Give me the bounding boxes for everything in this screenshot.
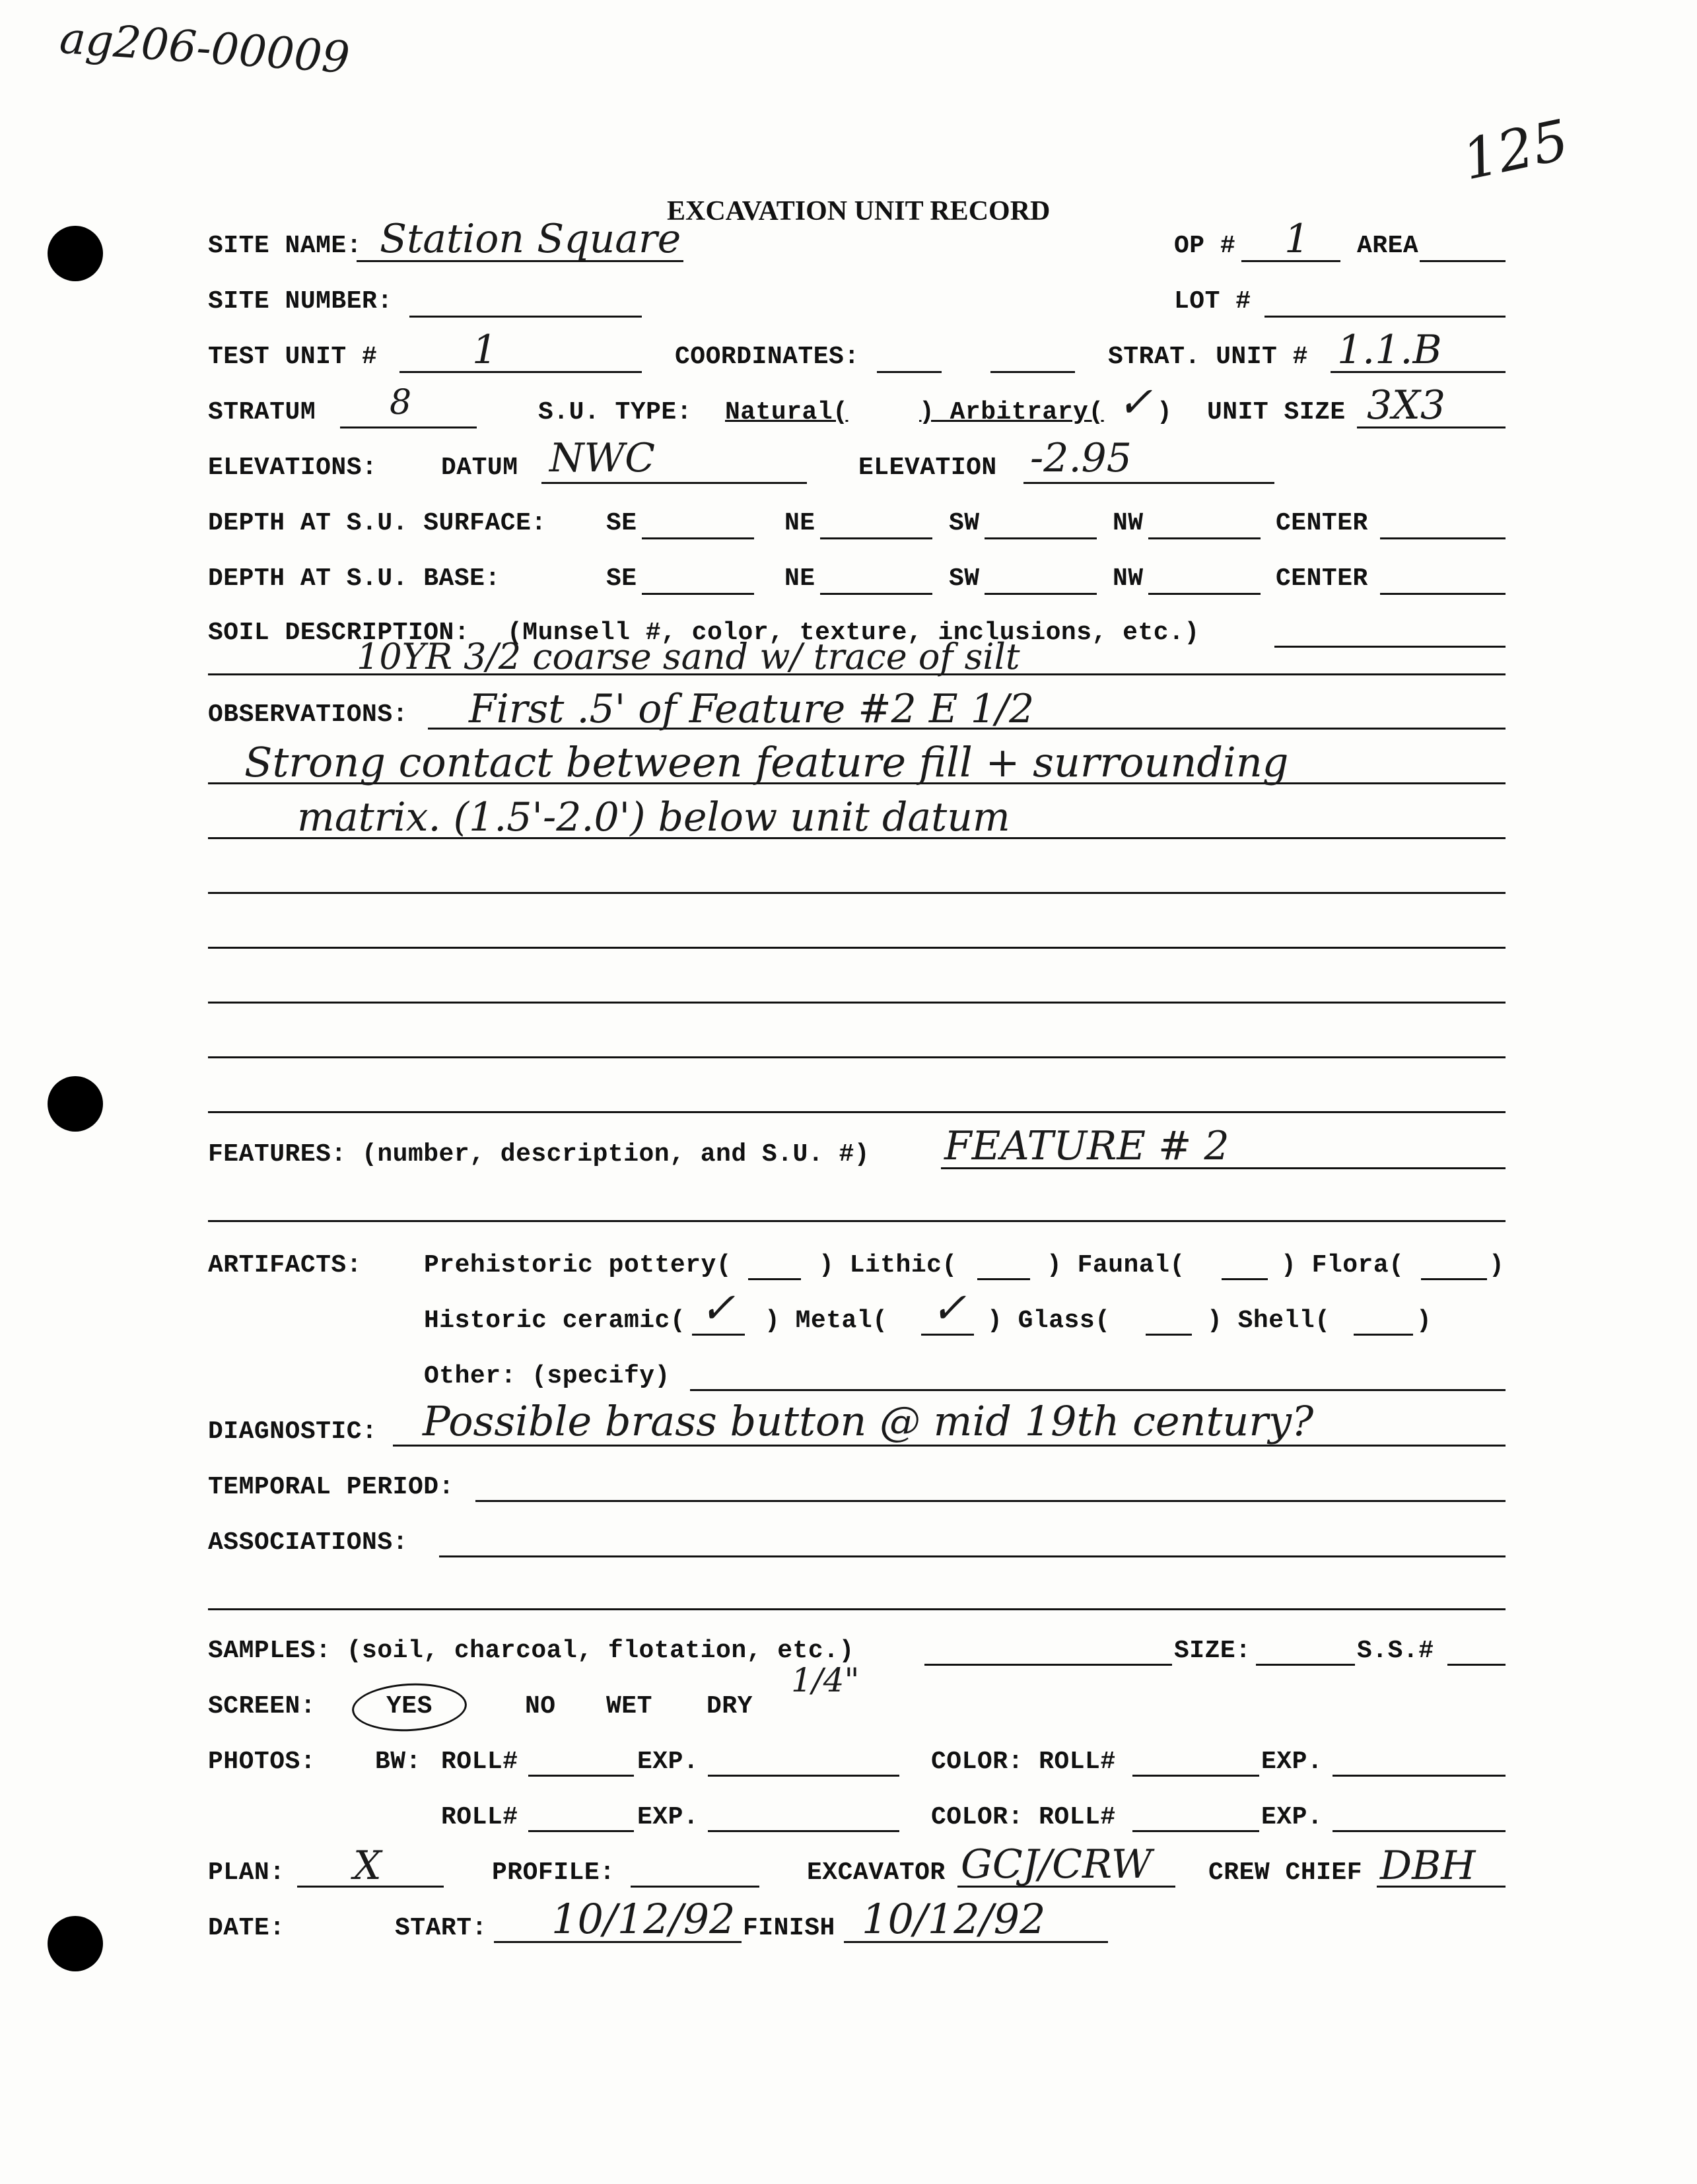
observations-field-7[interactable] xyxy=(208,1056,1506,1058)
other-field[interactable] xyxy=(690,1389,1506,1391)
other-label: Other: (specify) xyxy=(424,1362,670,1390)
lithic-field[interactable] xyxy=(977,1278,1030,1280)
historic-ceramic-check: ✓ xyxy=(700,1284,736,1333)
metal-label: ) Metal( xyxy=(765,1307,888,1335)
photos-color-roll-label: COLOR: ROLL# xyxy=(931,1748,1116,1776)
shell-close: ) xyxy=(1416,1307,1432,1335)
site-name-label: SITE NAME: xyxy=(208,232,363,260)
screen-no-option[interactable]: NO xyxy=(525,1692,556,1721)
screen-yes-option[interactable]: YES xyxy=(386,1692,433,1721)
unit-size-label: UNIT SIZE xyxy=(1207,398,1346,427)
observations-field-5[interactable] xyxy=(208,947,1506,949)
photos-color-exp-label: EXP. xyxy=(1261,1748,1323,1776)
depth-surface-sw-label: SW xyxy=(949,509,980,537)
depth-surface-ne-field[interactable] xyxy=(820,537,932,539)
area-field[interactable] xyxy=(1420,260,1506,262)
su-type-label: S.U. TYPE: xyxy=(538,398,693,427)
temporal-period-field[interactable] xyxy=(475,1500,1506,1502)
coordinates-label: COORDINATES: xyxy=(675,343,860,371)
photos-color-roll2-field[interactable] xyxy=(1132,1830,1259,1832)
depth-surface-sw-field[interactable] xyxy=(985,537,1097,539)
test-unit-field[interactable] xyxy=(399,371,642,373)
finish-label: FINISH xyxy=(743,1914,835,1942)
page-number: 125 xyxy=(1457,107,1574,193)
photos-bw-roll-label: ROLL# xyxy=(441,1748,518,1776)
artifacts-label: ARTIFACTS: xyxy=(208,1251,363,1280)
photos-color-roll2-label: COLOR: ROLL# xyxy=(931,1803,1116,1831)
shell-label: ) Shell( xyxy=(1207,1307,1331,1335)
profile-label: PROFILE: xyxy=(492,1859,615,1887)
temporal-period-label: TEMPORAL PERIOD: xyxy=(208,1473,454,1501)
diagnostic-label: DIAGNOSTIC: xyxy=(208,1417,378,1446)
depth-base-se-label: SE xyxy=(606,564,637,593)
unit-size-value: 3X3 xyxy=(1367,382,1446,428)
profile-field[interactable] xyxy=(631,1886,759,1888)
diagnostic-value: Possible brass button @ mid 19th century? xyxy=(423,1397,1314,1445)
excavator-value: GCJ/CRW xyxy=(961,1841,1152,1888)
test-unit-value: 1 xyxy=(472,327,498,373)
size-field[interactable] xyxy=(1256,1664,1355,1666)
observations-field-4[interactable] xyxy=(208,892,1506,894)
binder-hole-bottom xyxy=(48,1916,103,1971)
depth-base-sw-field[interactable] xyxy=(985,593,1097,595)
site-name-value: Station Square xyxy=(380,216,681,262)
datum-label: DATUM xyxy=(441,454,518,482)
elevation-label: ELEVATION xyxy=(858,454,997,482)
elevation-field[interactable] xyxy=(1023,482,1274,484)
depth-base-ne-field[interactable] xyxy=(820,593,932,595)
photos-bw-label: BW: xyxy=(375,1748,421,1776)
prehistoric-pottery-field[interactable] xyxy=(748,1278,801,1280)
photos-bw-exp-field[interactable] xyxy=(708,1775,899,1777)
arbitrary-option[interactable]: ) Arbitrary( xyxy=(919,398,1104,427)
lot-field[interactable] xyxy=(1264,316,1506,318)
features-label: FEATURES: (number, description, and S.U. #) xyxy=(208,1140,870,1169)
strat-unit-label: STRAT. UNIT # xyxy=(1108,343,1308,371)
start-label: START: xyxy=(395,1914,487,1942)
photos-exp2-field[interactable] xyxy=(708,1830,899,1832)
crew-chief-value: DBH xyxy=(1380,1843,1476,1889)
ss-label: S.S.# xyxy=(1357,1637,1434,1665)
lithic-label: ) Lithic( xyxy=(819,1251,957,1280)
photos-roll2-field[interactable] xyxy=(528,1830,634,1832)
depth-surface-se-label: SE xyxy=(606,509,637,537)
photos-color-roll-field[interactable] xyxy=(1132,1775,1259,1777)
faunal-label: ) Faunal( xyxy=(1047,1251,1185,1280)
observations-line-3: matrix. (1.5'-2.0') below unit datum xyxy=(297,794,1010,840)
excavator-label: EXCAVATOR xyxy=(807,1859,946,1887)
metal-check: ✓ xyxy=(931,1284,967,1333)
associations-field-2[interactable] xyxy=(208,1608,1506,1610)
site-number-label: SITE NUMBER: xyxy=(208,287,393,316)
op-label: OP # xyxy=(1174,232,1236,260)
depth-surface-center-field[interactable] xyxy=(1380,537,1506,539)
arbitrary-check: ✓ xyxy=(1117,378,1153,427)
depth-surface-se-field[interactable] xyxy=(642,537,754,539)
faunal-field[interactable] xyxy=(1222,1278,1268,1280)
stratum-field[interactable] xyxy=(340,427,477,428)
flora-label: ) Flora( xyxy=(1281,1251,1404,1280)
stratum-label: STRATUM xyxy=(208,398,316,427)
prehistoric-pottery-label: Prehistoric pottery( xyxy=(424,1251,732,1280)
form-title: EXCAVATION UNIT RECORD xyxy=(667,196,1051,226)
lot-label: LOT # xyxy=(1174,287,1251,316)
glass-field[interactable] xyxy=(1146,1334,1192,1336)
coordinates-field-1[interactable] xyxy=(877,371,942,373)
area-label: AREA xyxy=(1357,232,1419,260)
op-value: 1 xyxy=(1284,216,1310,262)
datum-field[interactable] xyxy=(541,482,807,484)
screen-label: SCREEN: xyxy=(208,1692,316,1721)
depth-surface-ne-label: NE xyxy=(784,509,815,537)
photos-exp2-label: EXP. xyxy=(637,1803,699,1831)
depth-base-center-field[interactable] xyxy=(1380,593,1506,595)
screen-wet-option[interactable]: WET xyxy=(606,1692,652,1721)
historic-ceramic-field[interactable] xyxy=(692,1334,745,1336)
depth-surface-nw-label: NW xyxy=(1113,509,1144,537)
soil-description-value: 10YR 3/2 coarse sand w/ trace of silt xyxy=(357,636,1020,677)
start-value: 10/12/92 xyxy=(551,1895,736,1943)
elevations-label: ELEVATIONS: xyxy=(208,454,378,482)
natural-option[interactable]: Natural( xyxy=(725,398,848,427)
depth-base-nw-label: NW xyxy=(1113,564,1144,593)
screen-dry-option[interactable]: DRY xyxy=(707,1692,753,1721)
depth-surface-nw-field[interactable] xyxy=(1148,537,1261,539)
test-unit-label: TEST UNIT # xyxy=(208,343,378,371)
photos-color-exp2-label: EXP. xyxy=(1261,1803,1323,1831)
photos-color-exp-field[interactable] xyxy=(1333,1775,1506,1777)
observations-field-6[interactable] xyxy=(208,1002,1506,1004)
observations-line-2: Strong contact between feature fill + surrounding xyxy=(244,738,1289,786)
soil-description-hint: (Munsell #, color, texture, inclusions, etc.) xyxy=(507,619,1200,647)
samples-label: SAMPLES: (soil, charcoal, flotation, etc.) xyxy=(208,1637,854,1665)
features-field-2[interactable] xyxy=(208,1220,1506,1222)
screen-size-value: 1/4" xyxy=(791,1661,860,1699)
photos-roll2-label: ROLL# xyxy=(441,1803,518,1831)
depth-surface-label: DEPTH AT S.U. SURFACE: xyxy=(208,509,547,537)
observations-field-8[interactable] xyxy=(208,1111,1506,1113)
arbitrary-close: ) xyxy=(1157,398,1173,427)
datum-value: NWC xyxy=(549,435,656,481)
stratum-value: 8 xyxy=(390,383,412,423)
depth-base-center-label: CENTER xyxy=(1276,564,1368,593)
depth-base-ne-label: NE xyxy=(784,564,815,593)
coordinates-field-2[interactable] xyxy=(990,371,1075,373)
photos-bw-roll-field[interactable] xyxy=(528,1775,634,1777)
photos-label: PHOTOS: xyxy=(208,1748,316,1776)
observations-line-1: First .5' of Feature #2 E 1/2 xyxy=(469,686,1035,732)
strat-unit-value: 1.1.B xyxy=(1337,327,1442,373)
finish-value: 10/12/92 xyxy=(862,1895,1046,1943)
samples-field[interactable] xyxy=(924,1664,1172,1666)
plan-value: X xyxy=(353,1843,382,1889)
ss-field[interactable] xyxy=(1447,1664,1506,1666)
depth-base-label: DEPTH AT S.U. BASE: xyxy=(208,564,501,593)
depth-surface-center-label: CENTER xyxy=(1276,509,1368,537)
flora-close: ) xyxy=(1489,1251,1505,1280)
document-id: ag206-00009 xyxy=(57,12,352,84)
binder-hole-top xyxy=(48,226,103,281)
glass-label: ) Glass( xyxy=(987,1307,1111,1335)
metal-field[interactable] xyxy=(921,1334,974,1336)
historic-ceramic-label: Historic ceramic( xyxy=(424,1307,686,1335)
depth-base-sw-label: SW xyxy=(949,564,980,593)
soil-description-label: SOIL DESCRIPTION: xyxy=(208,619,470,647)
soil-description-field-1[interactable] xyxy=(1274,646,1506,648)
photos-color-exp2-field[interactable] xyxy=(1333,1830,1506,1832)
flora-field[interactable] xyxy=(1421,1278,1487,1280)
photos-bw-exp-label: EXP. xyxy=(637,1748,699,1776)
depth-base-nw-field[interactable] xyxy=(1148,593,1261,595)
elevation-value: -2.95 xyxy=(1030,435,1132,481)
binder-hole-middle xyxy=(48,1076,103,1132)
observations-label: OBSERVATIONS: xyxy=(208,700,408,729)
plan-label: PLAN: xyxy=(208,1859,285,1887)
associations-field-1[interactable] xyxy=(439,1555,1506,1557)
site-number-field[interactable] xyxy=(409,316,642,318)
features-value: FEATURE # 2 xyxy=(944,1123,1229,1169)
size-label: SIZE: xyxy=(1174,1637,1251,1665)
date-label: DATE: xyxy=(208,1914,285,1942)
shell-field[interactable] xyxy=(1354,1334,1413,1336)
associations-label: ASSOCIATIONS: xyxy=(208,1528,408,1557)
depth-base-se-field[interactable] xyxy=(642,593,754,595)
crew-chief-label: CREW CHIEF xyxy=(1208,1859,1363,1887)
